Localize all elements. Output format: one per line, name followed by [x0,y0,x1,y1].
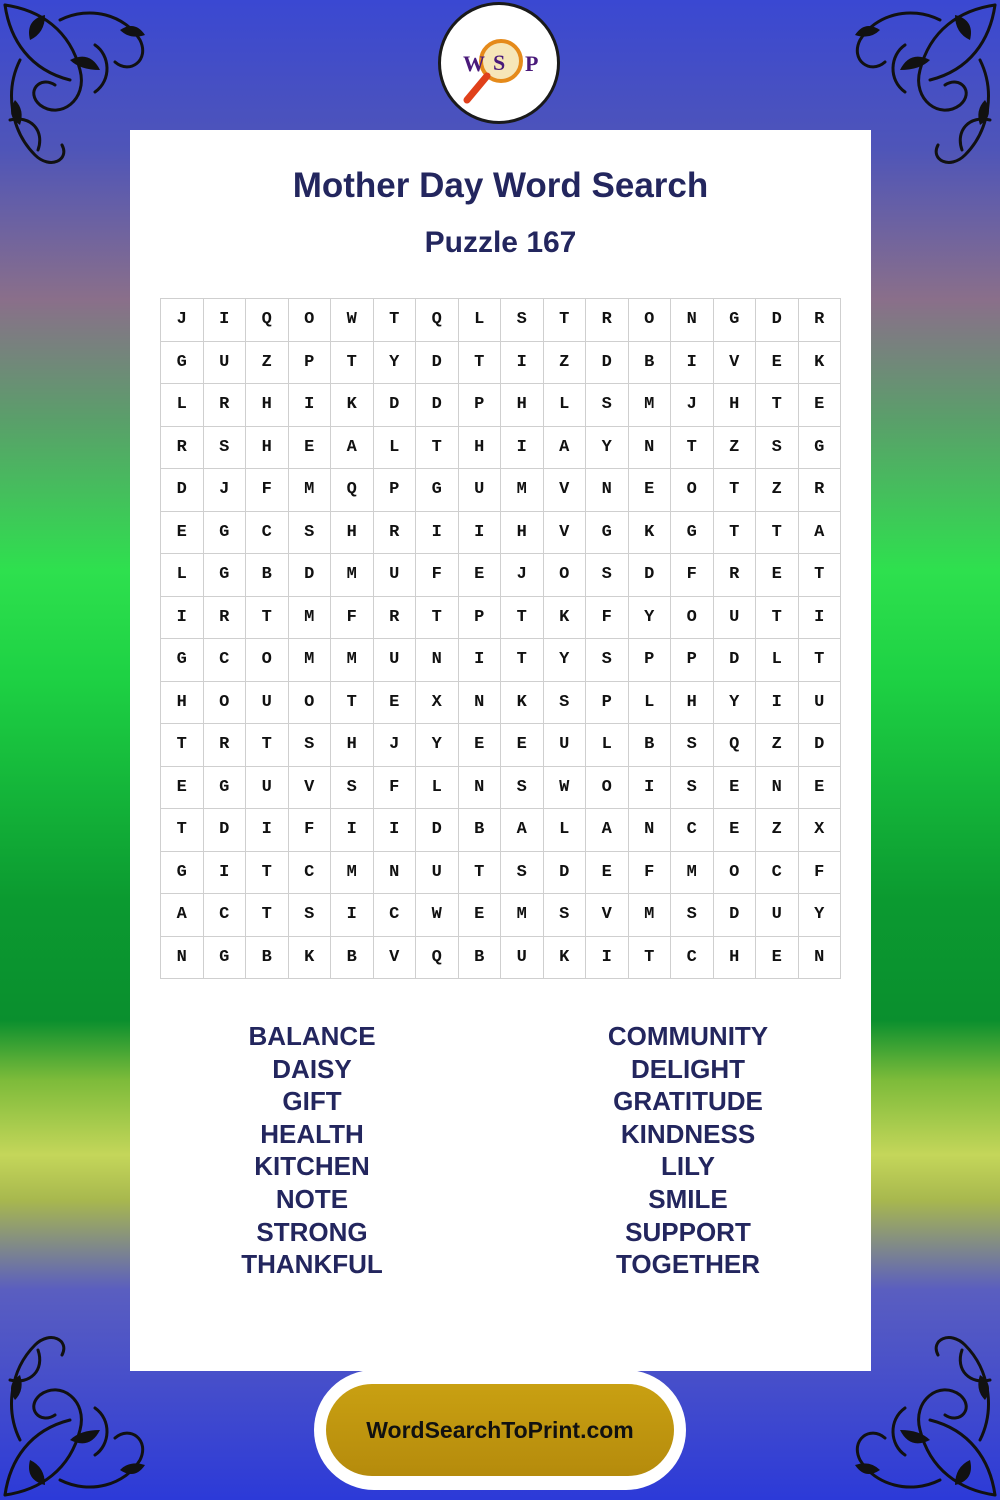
grid-cell[interactable]: D [756,299,799,342]
grid-cell[interactable]: E [756,342,799,385]
grid-cell[interactable]: X [799,809,842,852]
grid-cell[interactable]: T [246,894,289,937]
grid-cell[interactable]: T [459,342,502,385]
logo-letter-w: W [463,51,485,76]
grid-cell[interactable]: I [331,894,374,937]
page-title: Mother Day Word Search [292,166,709,205]
grid-cell[interactable]: I [501,427,544,470]
grid-cell[interactable]: T [544,299,587,342]
grid-cell[interactable]: T [756,384,799,427]
grid-cell[interactable]: O [671,469,714,512]
grid-cell[interactable]: X [416,682,459,725]
grid-cell[interactable]: N [161,937,204,980]
grid-cell[interactable]: H [161,682,204,725]
grid-cell[interactable]: B [246,937,289,980]
grid-cell[interactable]: R [714,554,757,597]
grid-cell[interactable]: C [204,639,247,682]
grid-cell[interactable]: S [586,384,629,427]
grid-cell[interactable]: L [161,554,204,597]
grid-cell[interactable]: A [586,809,629,852]
grid-cell[interactable]: N [629,809,672,852]
grid-cell[interactable]: G [416,469,459,512]
grid-cell[interactable]: K [629,512,672,555]
grid-cell[interactable]: E [629,469,672,512]
grid-cell[interactable]: J [204,469,247,512]
grid-cell[interactable]: S [671,767,714,810]
grid-cell[interactable]: K [799,342,842,385]
grid-cell[interactable]: V [374,937,417,980]
grid-cell[interactable]: R [204,384,247,427]
grid-cell[interactable]: S [289,894,332,937]
grid-cell[interactable]: Q [416,937,459,980]
grid-cell[interactable]: I [246,809,289,852]
grid-cell[interactable]: V [544,469,587,512]
grid-cell[interactable]: U [544,724,587,767]
grid-cell[interactable]: I [161,597,204,640]
website-link[interactable]: WordSearchToPrint.com [326,1384,674,1476]
grid-cell[interactable]: N [629,427,672,470]
grid-cell[interactable]: Z [714,427,757,470]
grid-cell[interactable]: S [289,724,332,767]
grid-cell[interactable]: T [756,597,799,640]
grid-cell[interactable]: L [374,427,417,470]
grid-cell[interactable]: M [289,639,332,682]
grid-cell[interactable]: H [246,427,289,470]
grid-cell[interactable]: P [671,639,714,682]
word-list-item: TOGETHER [616,1249,760,1280]
word-list-item: STRONG [256,1216,368,1247]
grid-cell[interactable]: G [161,639,204,682]
grid-cell[interactable]: U [416,852,459,895]
grid-cell[interactable]: E [459,724,502,767]
grid-cell[interactable]: O [629,299,672,342]
grid-cell[interactable]: M [289,597,332,640]
letter-grid [160,298,841,979]
grid-cell[interactable]: T [246,724,289,767]
grid-cell[interactable]: N [459,767,502,810]
word-list-item: SMILE [648,1183,728,1214]
word-list-item: GRATITUDE [613,1086,763,1117]
grid-cell[interactable]: T [331,682,374,725]
grid-cell[interactable]: Q [714,724,757,767]
grid-cell[interactable]: O [204,682,247,725]
logo-letter-s: S [493,50,506,75]
grid-cell[interactable]: E [799,767,842,810]
grid-cell[interactable]: A [331,427,374,470]
grid-cell[interactable]: B [459,809,502,852]
grid-cell[interactable]: H [714,384,757,427]
grid-cell[interactable]: H [331,724,374,767]
grid-cell[interactable]: D [374,384,417,427]
grid-cell[interactable]: H [331,512,374,555]
grid-cell[interactable]: R [799,469,842,512]
grid-cell[interactable]: Z [246,342,289,385]
grid-cell[interactable]: F [246,469,289,512]
grid-cell[interactable]: S [501,852,544,895]
grid-cell[interactable]: T [246,597,289,640]
grid-cell[interactable]: S [204,427,247,470]
grid-cell[interactable]: S [671,894,714,937]
grid-cell[interactable]: M [501,894,544,937]
grid-cell[interactable]: O [586,767,629,810]
word-list-item: GIFT [282,1086,342,1117]
grid-cell[interactable]: P [586,682,629,725]
grid-cell[interactable]: R [374,597,417,640]
grid-cell[interactable]: I [799,597,842,640]
grid-cell[interactable]: Q [331,469,374,512]
grid-cell[interactable]: Y [799,894,842,937]
grid-cell[interactable]: T [416,597,459,640]
word-list-item: HEALTH [260,1118,364,1149]
grid-cell[interactable]: I [416,512,459,555]
grid-cell[interactable]: P [374,469,417,512]
grid-cell[interactable]: N [459,682,502,725]
grid-cell[interactable]: T [756,512,799,555]
grid-cell[interactable]: M [331,852,374,895]
puzzle-sheet [130,130,871,1371]
grid-cell[interactable]: H [501,384,544,427]
grid-cell[interactable]: D [416,342,459,385]
grid-cell[interactable]: B [246,554,289,597]
grid-cell[interactable]: Z [544,342,587,385]
grid-cell[interactable]: I [204,852,247,895]
word-list-item: KITCHEN [254,1151,370,1182]
grid-cell[interactable]: M [629,384,672,427]
grid-cell[interactable]: N [756,767,799,810]
grid-cell[interactable]: R [161,427,204,470]
grid-cell[interactable]: F [586,597,629,640]
grid-cell[interactable]: Q [416,299,459,342]
grid-cell[interactable]: J [501,554,544,597]
grid-cell[interactable]: L [544,809,587,852]
word-list-item: DELIGHT [630,1053,746,1084]
grid-cell[interactable]: V [714,342,757,385]
grid-cell[interactable]: T [714,469,757,512]
word-list-left [162,1020,462,1281]
grid-cell[interactable]: A [161,894,204,937]
grid-cell[interactable]: E [756,937,799,980]
footer-badge [314,1370,686,1490]
grid-cell[interactable]: D [586,342,629,385]
grid-cell[interactable]: L [629,682,672,725]
grid-cell[interactable]: U [501,937,544,980]
grid-cell[interactable]: N [799,937,842,980]
grid-cell[interactable]: C [756,852,799,895]
grid-cell[interactable]: D [544,852,587,895]
grid-cell[interactable]: G [204,512,247,555]
grid-cell[interactable]: I [629,767,672,810]
grid-cell[interactable]: W [544,767,587,810]
grid-cell[interactable]: H [671,682,714,725]
grid-cell[interactable]: I [671,342,714,385]
grid-cell[interactable]: G [204,937,247,980]
grid-cell[interactable]: E [714,809,757,852]
word-list-item: THANKFUL [241,1249,383,1280]
grid-cell[interactable]: S [671,724,714,767]
word-list-item: KINDNESS [620,1118,756,1149]
grid-cell[interactable]: H [501,512,544,555]
grid-cell[interactable]: T [331,342,374,385]
grid-cell[interactable]: O [714,852,757,895]
grid-cell[interactable]: T [629,937,672,980]
grid-cell[interactable]: L [544,384,587,427]
grid-cell[interactable]: G [714,299,757,342]
grid-cell[interactable]: I [331,809,374,852]
grid-cell[interactable]: R [204,724,247,767]
grid-cell[interactable]: C [204,894,247,937]
grid-cell[interactable]: C [374,894,417,937]
grid-cell[interactable]: F [289,809,332,852]
grid-cell[interactable]: J [374,724,417,767]
grid-cell[interactable]: T [161,724,204,767]
grid-cell[interactable]: U [756,894,799,937]
word-list-right [538,1020,838,1281]
grid-cell[interactable]: G [799,427,842,470]
grid-cell[interactable]: F [671,554,714,597]
grid-cell[interactable]: G [671,512,714,555]
grid-cell[interactable]: U [246,682,289,725]
grid-cell[interactable]: F [374,767,417,810]
grid-cell[interactable]: R [374,512,417,555]
grid-cell[interactable]: O [671,597,714,640]
puzzle-number: Puzzle 167 [424,226,577,259]
grid-cell[interactable]: L [756,639,799,682]
word-list-item: COMMUNITY [607,1021,769,1051]
grid-cell[interactable]: A [501,809,544,852]
grid-cell[interactable]: K [544,937,587,980]
grid-cell[interactable]: S [544,682,587,725]
grid-cell[interactable]: T [671,427,714,470]
grid-cell[interactable]: U [374,554,417,597]
grid-cell[interactable]: S [501,299,544,342]
grid-cell[interactable]: J [161,299,204,342]
grid-cell[interactable]: L [459,299,502,342]
grid-cell[interactable]: B [629,724,672,767]
grid-cell[interactable]: M [671,852,714,895]
grid-cell[interactable]: C [671,809,714,852]
grid-cell[interactable]: F [331,597,374,640]
grid-cell[interactable]: P [459,597,502,640]
word-list-item: DAISY [272,1053,352,1084]
grid-cell[interactable]: D [416,809,459,852]
grid-cell[interactable]: U [459,469,502,512]
grid-cell[interactable]: Y [544,639,587,682]
grid-cell[interactable]: E [459,554,502,597]
grid-cell[interactable]: T [714,512,757,555]
grid-cell[interactable]: G [161,852,204,895]
grid-cell[interactable]: E [161,512,204,555]
grid-cell[interactable]: N [374,852,417,895]
grid-cell[interactable]: Z [756,724,799,767]
grid-cell[interactable]: B [331,937,374,980]
grid-cell[interactable]: E [799,384,842,427]
grid-cell[interactable]: I [289,384,332,427]
grid-cell[interactable]: D [416,384,459,427]
grid-cell[interactable]: F [629,852,672,895]
grid-cell[interactable]: S [289,512,332,555]
grid-cell[interactable]: C [246,512,289,555]
grid-cell[interactable]: U [714,597,757,640]
grid-cell[interactable]: M [331,639,374,682]
grid-cell[interactable]: G [204,554,247,597]
grid-cell[interactable]: A [799,512,842,555]
logo-letter-p: P [525,51,539,76]
magnifier-icon [441,5,557,121]
grid-cell[interactable]: E [501,724,544,767]
grid-cell[interactable]: G [161,342,204,385]
grid-cell[interactable]: U [799,682,842,725]
grid-cell[interactable]: T [799,639,842,682]
wsp-logo[interactable] [438,2,560,124]
grid-cell[interactable]: T [501,597,544,640]
word-list-item: NOTE [275,1183,349,1214]
word-list-item: LILY [661,1151,715,1182]
grid-cell[interactable]: S [501,767,544,810]
grid-cell[interactable]: H [714,937,757,980]
grid-cell[interactable]: R [799,299,842,342]
grid-cell[interactable]: E [586,852,629,895]
grid-cell[interactable]: T [416,427,459,470]
grid-cell[interactable]: R [586,299,629,342]
grid-cell[interactable]: B [459,937,502,980]
grid-cell[interactable]: I [586,937,629,980]
grid-cell[interactable]: B [629,342,672,385]
grid-cell[interactable]: P [629,639,672,682]
grid-cell[interactable]: M [501,469,544,512]
grid-cell[interactable]: U [374,639,417,682]
grid-cell[interactable]: P [289,342,332,385]
grid-cell[interactable]: T [501,639,544,682]
grid-cell[interactable]: I [756,682,799,725]
grid-cell[interactable]: O [246,639,289,682]
grid-cell[interactable]: C [671,937,714,980]
grid-cell[interactable]: J [671,384,714,427]
grid-cell[interactable]: Y [629,597,672,640]
grid-cell[interactable]: D [161,469,204,512]
grid-cell[interactable]: N [416,639,459,682]
grid-cell[interactable]: M [331,554,374,597]
grid-cell[interactable]: Z [756,469,799,512]
grid-cell[interactable]: A [544,427,587,470]
grid-cell[interactable]: K [331,384,374,427]
grid-cell[interactable]: N [671,299,714,342]
grid-cell[interactable]: O [289,682,332,725]
grid-cell[interactable]: D [799,724,842,767]
grid-cell[interactable]: G [586,512,629,555]
grid-cell[interactable]: Y [586,427,629,470]
grid-cell[interactable]: K [544,597,587,640]
grid-cell[interactable]: L [161,384,204,427]
grid-cell[interactable]: U [204,342,247,385]
grid-cell[interactable]: K [501,682,544,725]
grid-cell[interactable]: W [331,299,374,342]
grid-cell[interactable]: D [714,639,757,682]
grid-cell[interactable]: E [756,554,799,597]
grid-cell[interactable]: V [289,767,332,810]
grid-cell[interactable]: Y [374,342,417,385]
grid-cell[interactable]: M [629,894,672,937]
grid-cell[interactable]: O [544,554,587,597]
grid-cell[interactable]: D [714,894,757,937]
grid-cell[interactable]: I [459,639,502,682]
grid-cell[interactable]: K [289,937,332,980]
grid-cell[interactable]: E [459,894,502,937]
grid-cell[interactable]: Q [246,299,289,342]
grid-cell[interactable]: H [246,384,289,427]
grid-cell[interactable]: M [289,469,332,512]
grid-cell[interactable]: S [586,639,629,682]
grid-cell[interactable]: V [544,512,587,555]
grid-cell[interactable]: I [459,512,502,555]
grid-cell[interactable]: P [459,384,502,427]
grid-cell[interactable]: O [289,299,332,342]
grid-cell[interactable]: R [204,597,247,640]
grid-cell[interactable]: V [586,894,629,937]
grid-cell[interactable]: S [331,767,374,810]
word-list-item: BALANCE [248,1021,376,1051]
grid-cell[interactable]: I [501,342,544,385]
grid-cell[interactable]: U [246,767,289,810]
grid-cell[interactable]: S [756,427,799,470]
grid-cell[interactable]: D [204,809,247,852]
grid-cell[interactable]: E [714,767,757,810]
grid-cell[interactable]: I [204,299,247,342]
grid-cell[interactable]: H [459,427,502,470]
grid-cell[interactable]: I [374,809,417,852]
grid-cell[interactable]: T [799,554,842,597]
grid-cell[interactable]: Y [416,724,459,767]
grid-cell[interactable]: C [289,852,332,895]
grid-cell[interactable]: N [586,469,629,512]
grid-cell[interactable]: W [416,894,459,937]
grid-cell[interactable]: S [586,554,629,597]
grid-cell[interactable]: Y [714,682,757,725]
grid-cell[interactable]: E [374,682,417,725]
word-list-item: SUPPORT [625,1216,751,1247]
grid-cell[interactable]: S [544,894,587,937]
grid-cell[interactable]: G [204,767,247,810]
grid-cell[interactable]: T [374,299,417,342]
grid-cell[interactable]: T [459,852,502,895]
grid-cell[interactable]: F [799,852,842,895]
grid-cell[interactable]: E [161,767,204,810]
grid-cell[interactable]: L [416,767,459,810]
grid-cell[interactable]: L [586,724,629,767]
grid-cell[interactable]: T [246,852,289,895]
grid-cell[interactable]: E [289,427,332,470]
grid-cell[interactable]: D [289,554,332,597]
grid-cell[interactable]: T [161,809,204,852]
grid-cell[interactable]: Z [756,809,799,852]
grid-cell[interactable]: F [416,554,459,597]
grid-cell[interactable]: D [629,554,672,597]
